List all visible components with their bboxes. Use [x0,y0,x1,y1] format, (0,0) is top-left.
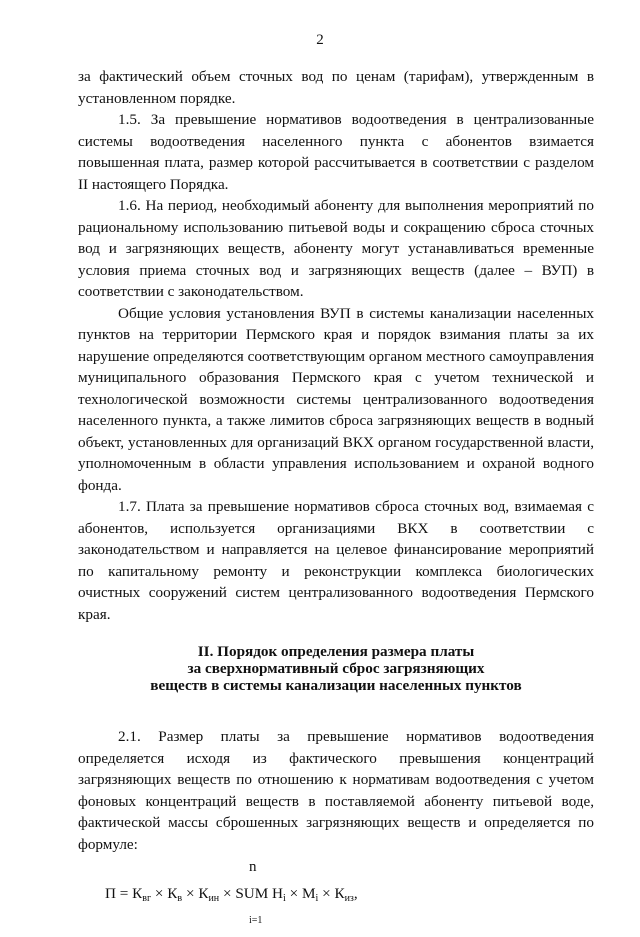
paragraph-general-conditions: Общие условия установления ВУП в системы канализации населенных пунктов на территории Пермского края и порядок взимания платы за их нарушение определяются соответствующим органом местного самоуправления муниципального образования Пермского края с учетом технической и технологической возможности системы централизованного водоотведения населенного пункта, а также лимитов сброса загрязняющих веществ в водный объект, установленных для организаций ВКХ органом государственной власти, уполномоченным в области управления использованием и охраной водного фонда. [78,304,594,494]
section-heading-line-2: за сверхнормативный сброс загрязняющих [187,660,485,677]
section-heading-line-3: веществ в системы канализации населенных пунктов [150,677,522,694]
paragraph-continuation: за фактический объем сточных вод по ценам (тарифам), утвержденным в установленном порядке. [78,68,594,107]
paragraph-1-5: 1.5. За превышение нормативов водоотведения в централизованные системы водоотведения населенного пункта с абонентов взимается повышенная плата, размер которой рассчитывается в соответствии с разделом II настоящего Порядка. [78,111,594,193]
paragraph-1-6: 1.6. На период, необходимый абоненту для выполнения мероприятий по рациональному использованию питьевой воды и сокращению сброса сточных вод и загрязняющих веществ, абоненту могут устанавливаться временные условия приема сточных вод и загрязняющих веществ (далее – ВУП) в соответствии с законодательством. [78,197,594,300]
formula [78,857,594,937]
formula-lower-limit: i=1 [249,915,263,926]
formula-expression: $П = К_{вг} \times К_в \times К_{ин}$ × SUM $H_i \times M_i \times К_{из}$, [105,885,358,904]
section-heading-line-1: II. Порядок определения размера платы [197,643,475,660]
formula-upper-limit: n [249,859,257,875]
page-number: 2 [316,32,324,48]
section-heading [78,643,594,694]
paragraph-2-1: 2.1. Размер платы за превышение нормативов водоотведения определяется исходя из фактического превышения концентраций загрязняющих веществ по отношению к нормативам водоотведения с учетом фоновых концентраций веществ в поставляемой абоненту питьевой воде, фактической массы сброшенных загрязняющих веществ и определяется по формуле: [78,728,594,853]
document-body [78,66,594,937]
paragraph-1-7: 1.7. Плата за превышение нормативов сброса сточных вод, взимаемая с абонентов, используется организациями ВКХ в соответствии с законодательством и направляется на целевое финансирование мероприятий по капитальному ремонту и реконструкции комплекса биологических очистных сооружений систем централизованного водоотведения Пермского края. [78,498,594,623]
